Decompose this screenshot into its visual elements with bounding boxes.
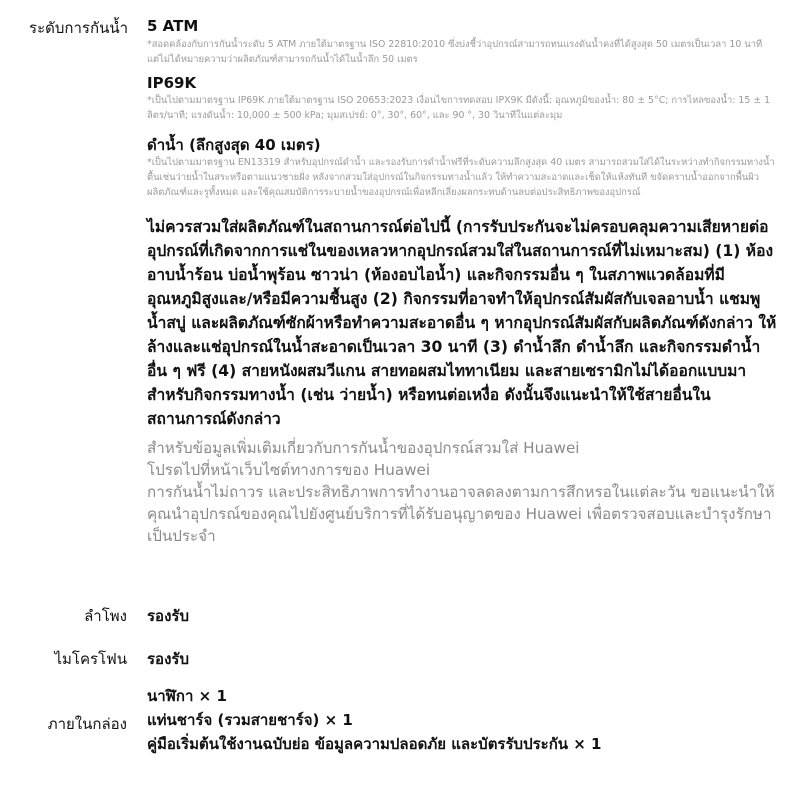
spec-value-microphone: รองรับ — [147, 650, 189, 668]
in-box-item: คู่มือเริ่มต้นใช้งานฉบับย่อ ข้อมูลความปลอดภัย และบัตรรับประกัน × 1 — [147, 735, 602, 753]
water-info-line: โปรดไปที่หน้าเว็บไซต์ทางการของ Huawei — [147, 461, 431, 479]
water-item-note: *สอดคล้องกับการกันน้ำระดับ 5 ATM ภายใต้มาตรฐาน ISO 22810:2010 ซึ่งบ่งชี้ว่าอุปกรณ์สามารถทนแรงดันน้ำคงที่ได้สูงสุด 50 เมตรเป็นเวลา 10 นาที แต่ไม่ได้หมายความว่าผลิตภัณฑ์สามารถกันน้ำได้ในน้ำลึก 50 เมตร — [147, 39, 763, 65]
water-info-paragraph: การกันน้ำไม่ถาวร และประสิทธิภาพการทำงานอาจลดลงตามการสึกหรอในแต่ละวัน ขอแนะนำให้คุณนำอุปกรณ์ของคุณไปยังศูนย์บริการที่ได้รับอนุญาตของ Huawei เพื่อตรวจสอบและบำรุงรักษาเป็นประจำ — [147, 483, 775, 545]
water-items — [147, 16, 777, 547]
in-box-list — [147, 684, 777, 756]
spec-label-microphone: ไมโครโฟน — [54, 650, 127, 668]
in-box-item: แท่นชาร์จ (รวมสายชาร์จ) × 1 — [147, 711, 353, 729]
water-info — [147, 437, 777, 547]
water-item-5atm — [147, 16, 777, 67]
water-item-note: *เป็นไปตามมาตรฐาน IP69K ภายใต้มาตรฐาน ISO 20653:2023 เงื่อนไขการทดสอบ IPX9K มีดังนี้: อุณหภูมิของน้ำ: 80 ± 5°C; การไหลของน้ำ: 15 ± 1 ลิตร/นาที; แรงดันน้ำ: 10,000 ± 500 kPa; มุมสเปรย์: 0°, 30°, 60°, และ 90 °, 30 วินาทีในแต่ละมุม — [147, 95, 771, 121]
water-item-title: ดำน้ำ (ลึกสูงสุด 40 เมตร) — [147, 136, 321, 154]
spec-label-water-resistance: ระดับการกันน้ำ — [29, 19, 128, 37]
spec-value-speaker: รองรับ — [147, 607, 189, 625]
spec-label-speaker: ลำโพง — [84, 607, 127, 625]
water-item-diving — [147, 135, 777, 200]
water-item-note: *เป็นไปตามมาตรฐาน EN13319 สำหรับอุปกรณ์ดำน้ำ และรองรับการดำน้ำฟรีที่ระดับความลึกสูงสุด 40 เมตร สามารถสวมใส่ได้ในระหว่างทำกิจกรรมทางน้ำตื้นเช่นว่ายน้ำในสระหรือตามแนวชายฝั่ง หลังจากสวมใส่อุปกรณ์ในกิจกรรมทางน้ำแล้ว ให้ทำความสะอาดและเช็ดให้แห้งทันที ขจัดคราบน้ำออกจากพื้นผิวผลิตภัณฑ์และรูทั้งหมด และใช้คุณสมบัติการระบายน้ำของอุปกรณ์เพื่อหลีกเลี่ยงผลกระทบด้านลบต่อประสิทธิภาพของอุปกรณ์ — [147, 157, 775, 198]
water-item-title: 5 ATM — [147, 17, 199, 35]
water-info-line: สำหรับข้อมูลเพิ่มเติมเกี่ยวกับการกันน้ำของอุปกรณ์สวมใส่ Huawei — [147, 439, 580, 457]
water-item-ip69k — [147, 73, 777, 123]
in-box-item: นาฬิกา × 1 — [147, 687, 227, 705]
water-item-title: IP69K — [147, 74, 197, 92]
spec-label-in-box: ภายในกล่อง — [47, 715, 127, 733]
water-warning: ไม่ควรสวมใส่ผลิตภัณฑ์ในสถานการณ์ต่อไปนี้ (การรับประกันจะไม่ครอบคลุมความเสียหายต่ออุปกรณ์ที่เกิดจากการแช่ในของเหลวหากอุปกรณ์สวมใส่ในสถานการณ์ที่ไม่เหมาะสม) (1) ห้องอาบน้ำร้อน บ่อน้ำพุร้อน ซาวน่า (ห้องอบไอน้ำ) และกิจกรรมอื่น ๆ ในสภาพแวดล้อมที่มีอุณหภูมิสูงและ/หรือมีความชื้นสูง (2) กิจกรรมที่อาจทำให้อุปกรณ์สัมผัสกับเจลอาบน้ำ แชมพู น้ำสบู่ และผลิตภัณฑ์ซักผ้าหรือทำความสะอาดอื่น ๆ หากอุปกรณ์สัมผัสกับผลิตภัณฑ์ดังกล่าว ให้ล้างและแช่อุปกรณ์ในน้ำสะอาดเป็นเวลา 30 นาที (3) ดำน้ำลึก ดำน้ำลึก และกิจกรรมดำน้ำอื่น ๆ ฟรี (4) สายหนังผสมวีแกน สายทอผสมไททาเนียม และสายเซรามิกไม่ได้ออกแบบมาสำหรับกิจกรรมทางน้ำ (เช่น ว่ายน้ำ) หรือทนต่อเหงื่อ ดังนั้นจึงแนะนำให้ใช้สายอื่นในสถานการณ์ดังกล่าว — [147, 218, 777, 428]
